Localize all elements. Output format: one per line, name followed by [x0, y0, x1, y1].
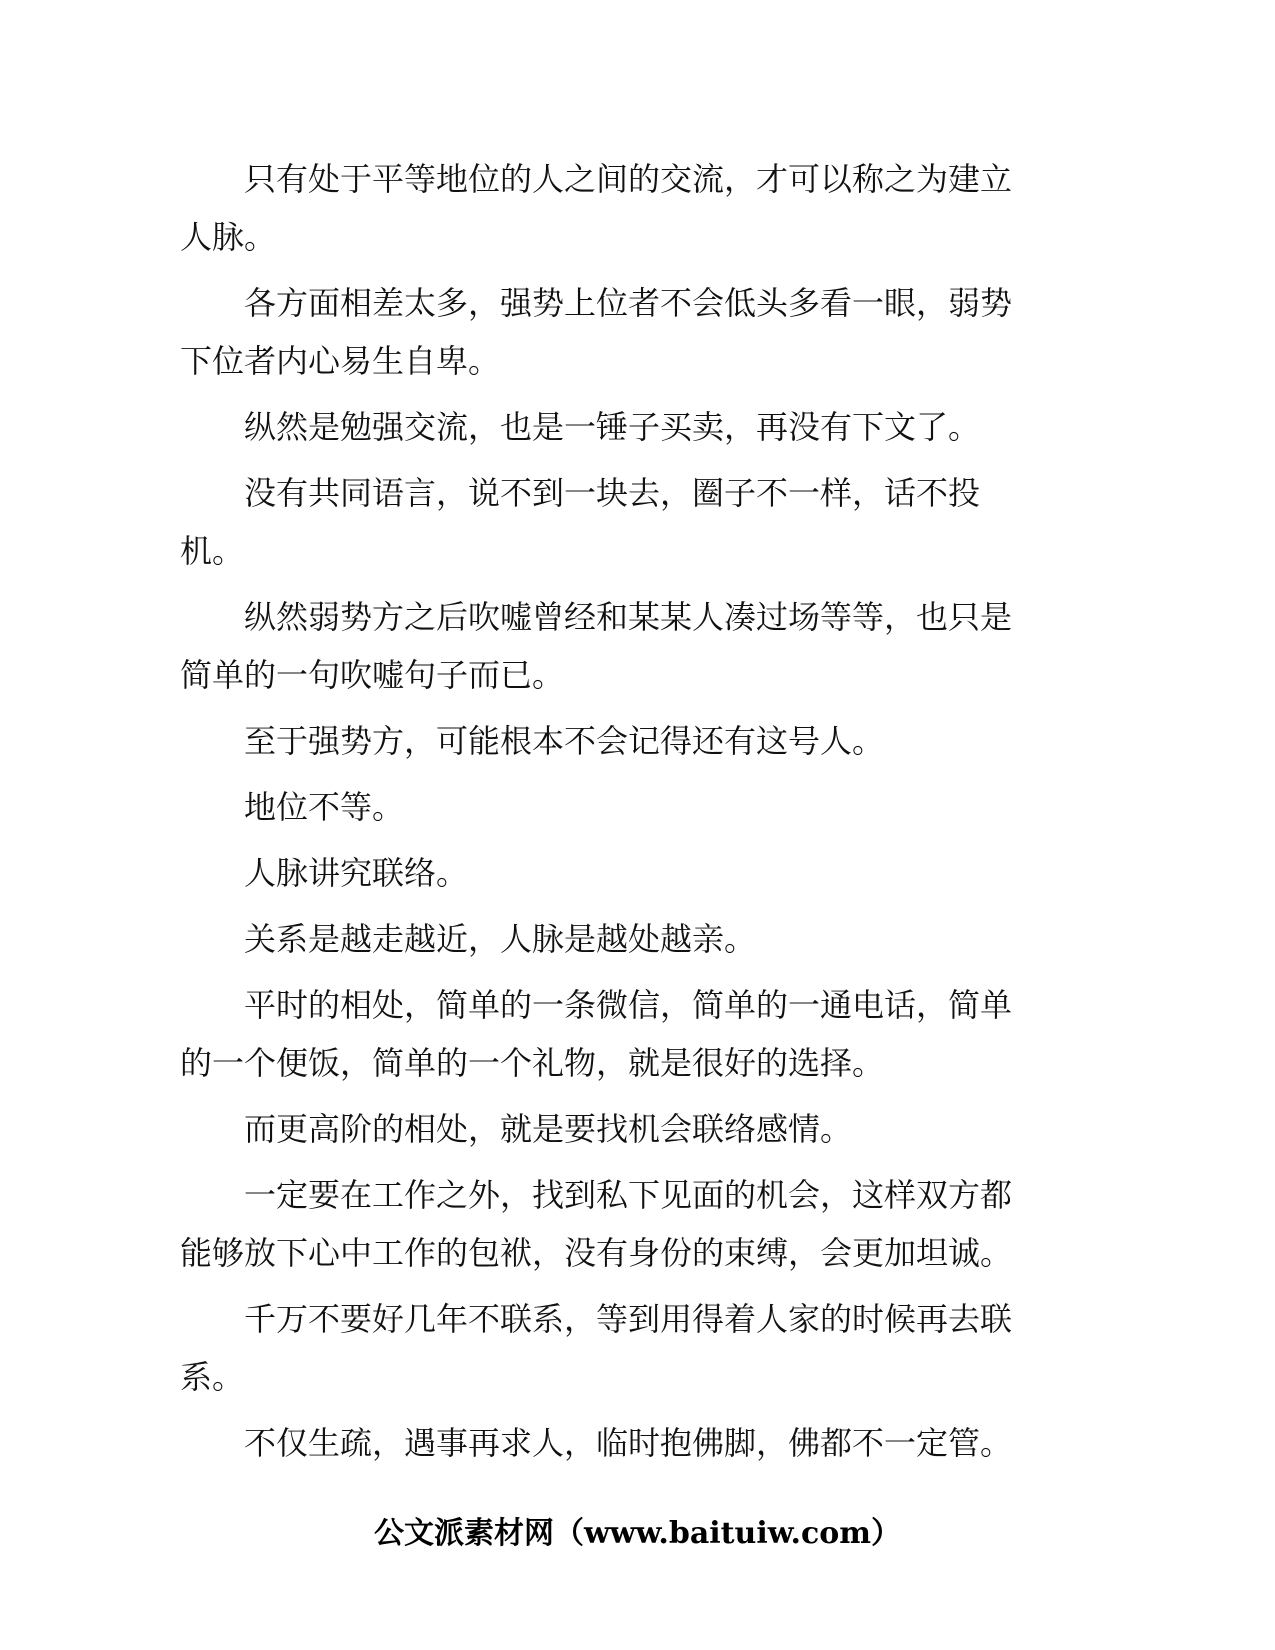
paragraph-11: 而更高阶的相处，就是要找机会联络感情。 [244, 1110, 853, 1148]
paragraph-7: 地位不等。 [244, 788, 405, 826]
paragraph-8: 人脉讲究联络。 [244, 854, 469, 892]
paragraph-9: 关系是越走越近，人脉是越处越亲。 [244, 920, 757, 958]
paragraph-5: 纵然弱势方之后吹嘘曾经和某某人凑过场等等，也只是简单的一句吹嘘句子而已。 [180, 598, 1013, 694]
paragraph-13: 千万不要好几年不联系，等到用得着人家的时候再去联系。 [180, 1300, 1013, 1396]
paragraph-3: 纵然是勉强交流，也是一锤子买卖，再没有下文了。 [244, 408, 981, 446]
paragraph-10: 平时的相处，简单的一条微信，简单的一通电话，简单的一个便饭，简单的一个礼物，就是很好的选择。 [180, 986, 1013, 1082]
document-body [180, 150, 1040, 1480]
paragraph-6: 至于强势方，可能根本不会记得还有这号人。 [244, 722, 885, 760]
paragraph-2: 各方面相差太多，强势上位者不会低头多看一眼，弱势下位者内心易生自卑。 [180, 284, 1013, 380]
paragraph-14: 不仅生疏，遇事再求人，临时抱佛脚，佛都不一定管。 [244, 1424, 1013, 1462]
paragraph-12: 一定要在工作之外，找到私下见面的机会，这样双方都能够放下心中工作的包袱，没有身份的束缚，会更加坦诚。 [180, 1176, 1013, 1272]
paragraph-1: 只有处于平等地位的人之间的交流，才可以称之为建立人脉。 [180, 160, 1013, 256]
source-footer: 公文派素材网（www.baituiw.com） [373, 1516, 902, 1551]
paragraph-4: 没有共同语言，说不到一块去，圈子不一样，话不投机。 [180, 474, 981, 570]
